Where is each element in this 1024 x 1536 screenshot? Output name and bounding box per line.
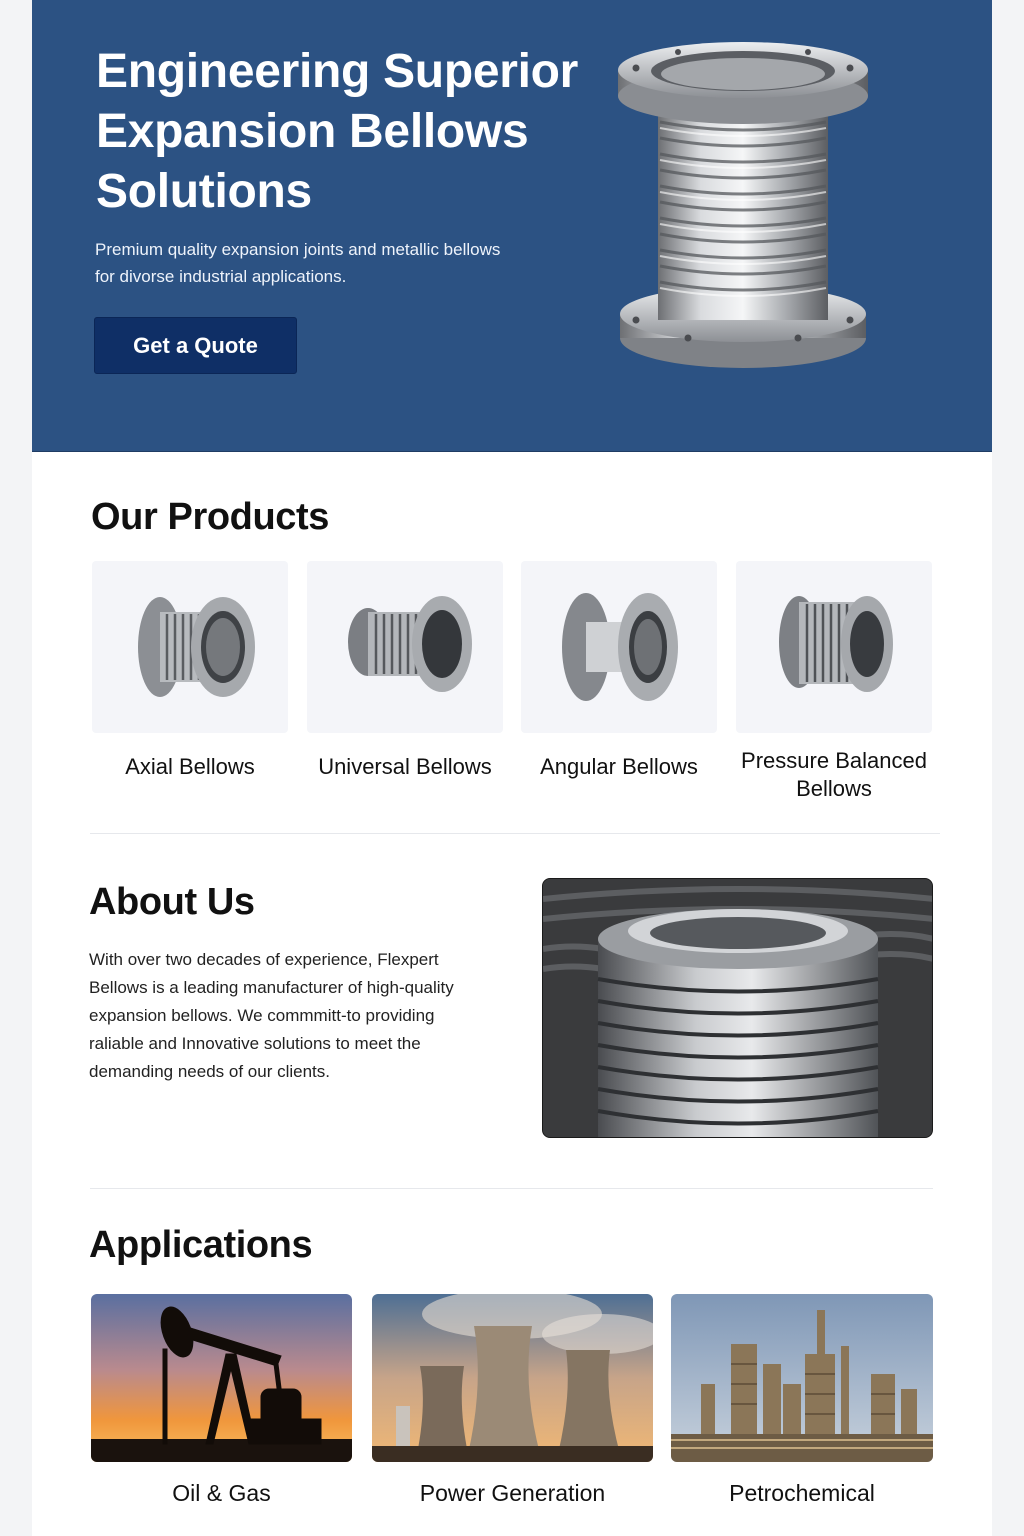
- product-image: [736, 561, 932, 733]
- product-label: Angular Bellows: [540, 754, 698, 779]
- product-label: Axial Bellows: [125, 754, 255, 779]
- application-label: Petrochemical: [729, 1480, 875, 1506]
- product-image: [521, 561, 717, 733]
- power-generation-image: [372, 1294, 653, 1462]
- hero-bellows-image: [608, 38, 878, 378]
- product-card-angular[interactable]: [521, 561, 717, 781]
- section-divider: [90, 833, 940, 834]
- hero-subtitle: Premium quality expansion joints and metallic bellows for divorse industrial applications.: [95, 240, 501, 286]
- applications-grid: [91, 1294, 933, 1524]
- product-image: [92, 561, 288, 733]
- application-label: Power Generation: [419, 1480, 606, 1506]
- about-bellows-image: [542, 878, 933, 1138]
- hero-section: [32, 0, 992, 452]
- application-card-petrochemical[interactable]: [671, 1294, 933, 1507]
- application-label: Oil & Gas: [172, 1480, 271, 1506]
- about-heading: About Us: [89, 881, 255, 923]
- page: [32, 0, 992, 1536]
- get-quote-button[interactable]: Get a Quote: [94, 317, 297, 374]
- petrochemical-image: [671, 1294, 933, 1462]
- applications-heading: Applications: [89, 1224, 313, 1266]
- hero-title: Engineering Superior Expansion Bellows Solutions: [96, 45, 579, 218]
- oil-gas-image: [91, 1294, 352, 1462]
- product-card-universal[interactable]: [307, 561, 503, 781]
- application-card-oil-gas[interactable]: [91, 1294, 352, 1507]
- products-heading: Our Products: [91, 496, 330, 538]
- section-divider: [90, 1188, 933, 1189]
- product-label: Pressure Balanced Bellows: [741, 748, 927, 801]
- product-label: Universal Bellows: [318, 754, 492, 779]
- product-image: [307, 561, 503, 733]
- product-card-pressure-balanced[interactable]: [736, 561, 932, 803]
- about-body: With over two decades of experience, Flexpert Bellows is a leading manufacturer of high-quality expansion bellows. We commmitt-to providing raliable and Innovative solutions to meet the demanding needs of our clients.: [89, 950, 454, 1081]
- products-grid: [92, 561, 934, 811]
- product-card-axial[interactable]: [92, 561, 288, 781]
- application-card-power-generation[interactable]: [372, 1294, 653, 1507]
